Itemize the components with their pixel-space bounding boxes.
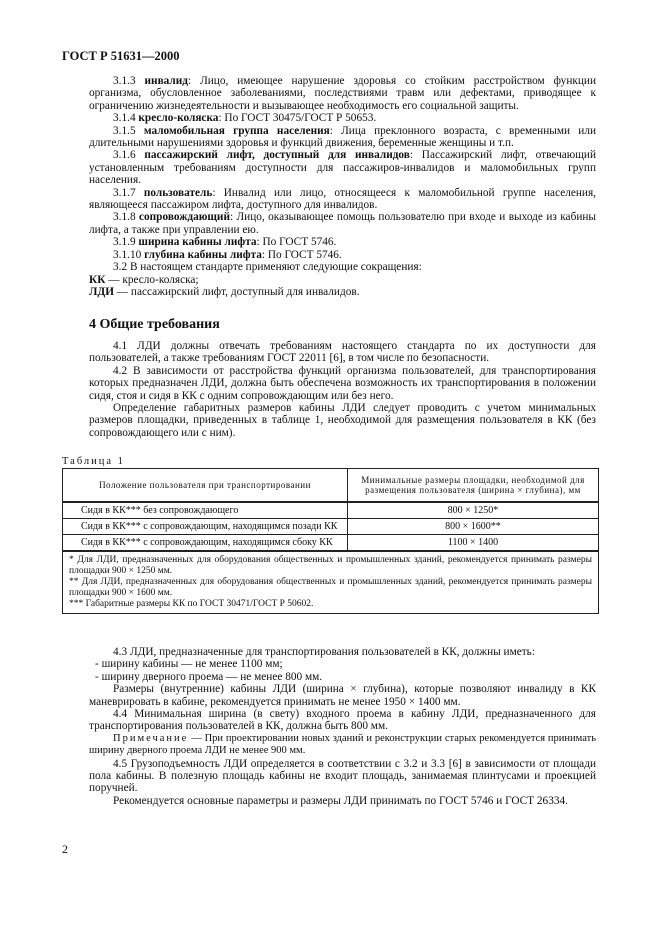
abbreviation-ldi: ЛДИ — пассажирский лифт, доступный для инвалидов. <box>89 285 360 298</box>
definition-3-1-4: 3.1.4 кресло-коляска: По ГОСТ 30475/ГОСТ Р 50653. <box>113 112 377 125</box>
table-note-1: * Для ЛДИ, предназначенных для оборудования общественных и промышленных зданий, рекомендуется принимать размеры площадки 900 × 1250 мм. <box>69 555 592 576</box>
paragraph-4-4: 4.4 Минимальная ширина (в свету) входного проема в кабину ЛДИ, предназначенного для транспортирования пользователей в КК, должна быть 800 мм. <box>89 708 596 733</box>
table-cell-position: Сидя в КК*** без сопровождающего <box>63 502 348 519</box>
table-header-row <box>63 469 599 503</box>
paragraph-4-6: Рекомендуется основные параметры и размеры ЛДИ принимать по ГОСТ 5746 и ГОСТ 26334. <box>113 794 568 807</box>
table-1 <box>62 468 599 614</box>
definition-3-1-5: 3.1.5 маломобильная группа населения: Лица преклонного возраста, с временными или длительными нарушениями здоровья и функций движения, беременные женщины и т.п. <box>89 124 596 150</box>
section-4-heading: 4 Общие требования <box>89 317 220 332</box>
table-caption: Таблица 1 <box>62 456 125 467</box>
abbreviation-kk: КК — кресло-коляска; <box>89 273 199 286</box>
table-notes-row <box>63 551 599 614</box>
table-header-position: Положение пользователя при транспортировании <box>63 469 348 503</box>
definition-3-1-3: 3.1.3 инвалид: Лицо, имеющее нарушение здоровья со стойким расстройством функции организма, обусловленное заболеваниями, последствиями травм или дефектами, приводящее к ограничению жизнедеятельности и вызывающее необходимость его социальной защиты. <box>89 75 597 112</box>
table-cell-size: 800 × 1600** <box>348 519 599 535</box>
abbreviations-intro: 3.2 В настоящем стандарте применяют следующие сокращения: <box>113 261 422 274</box>
table-notes <box>63 551 599 614</box>
table-note-2: ** Для ЛДИ, предназначенных для оборудования общественных и промышленных зданий, рекомендуется принимать размеры площадки 900 × 1600 мм. <box>69 577 592 598</box>
table-cell-position: Сидя в КК*** с сопровождающим, находящимся сбоку КК <box>63 535 348 552</box>
table-note-3: *** Габаритные размеры КК по ГОСТ 30471/ГОСТ Р 50602. <box>69 599 314 609</box>
section-4-body <box>89 340 596 439</box>
paragraph-4-1: 4.1 ЛДИ должны отвечать требованиям настоящего стандарта по их доступности для пользователей, а также требованиям ГОСТ 22011 [6], в том числе по безопасности. <box>89 340 596 365</box>
paragraph-4-3: 4.3 ЛДИ, предназначенные для транспортирования пользователей в КК, должны иметь: <box>113 646 535 658</box>
table-cell-size: 1100 × 1400 <box>348 535 599 552</box>
list-item-door-width: - ширину дверного проема — не менее 800 мм. <box>95 670 323 683</box>
paragraph-4-2: 4.2 В зависимости от расстройства функций организма пользователей, для транспортирования которых предназначен ЛДИ, должна быть обеспечена возможность их транспортирования в положении сидя, стоя и сидя в КК с одним сопровождающим или без него. <box>89 364 596 402</box>
document-header: ГОСТ Р 51631—2000 <box>62 49 180 63</box>
definition-3-1-9: 3.1.9 ширина кабины лифта: По ГОСТ 5746. <box>113 236 337 249</box>
paragraph-4-3-cont: Размеры (внутренние) кабины ЛДИ (ширина × глубина), которые позволяют инвалиду в КК маневрировать в кабине, рекомендуется принимать не менее 1950 × 1400 мм. <box>89 683 596 708</box>
definitions-block <box>89 75 596 298</box>
definition-3-1-7: 3.1.7 пользователь: Инвалид или лицо, относящееся к маломобильной группе населения, являющееся пассажиром лифта, доступного для инвалидов. <box>89 186 596 212</box>
table-row <box>63 535 599 552</box>
page-number: 2 <box>62 842 68 856</box>
definition-3-1-10: 3.1.10 глубина кабины лифта: По ГОСТ 5746. <box>113 248 342 261</box>
table-row <box>63 519 599 535</box>
note-4-4: Примечание — При проектировании новых зданий и реконструкции старых рекомендуется принимать ширину дверного проема ЛДИ не менее 900 мм. <box>89 732 596 757</box>
table-row <box>63 502 599 519</box>
paragraph-4-5: 4.5 Грузоподъемность ЛДИ определяется в соответствии с 3.2 и 3.3 [6] в зависимости от площади пола кабины. В полезную площадь кабины не входит площадь, занимаемая плинтусами и проекцией поручней. <box>89 757 596 795</box>
definition-3-1-6: 3.1.6 пассажирский лифт, доступный для инвалидов: Пассажирский лифт, отвечающий установленным требованиям доступности для пассажиров-инвалидов и маломобильных групп населения. <box>89 149 597 187</box>
list-item-cabin-width: - ширину кабины — не менее 1100 мм; <box>95 658 283 671</box>
table-cell-position: Сидя в КК*** с сопровождающим, находящимся позади КК <box>63 519 348 535</box>
paragraph-4-2-cont: Определение габаритных размеров кабины ЛДИ следует проводить с учетом минимальных размеров площадки, приведенных в таблице 1, необходимой для размещения пользователя в КК (без сопровождающего или с ним). <box>89 402 596 439</box>
table-cell-size: 800 × 1250* <box>348 502 599 519</box>
table-header-size: Минимальные размеры площадки, необходимой для размещения пользователя (ширина × глубина), мм <box>348 469 599 503</box>
definition-3-1-8: 3.1.8 сопровождающий: Лицо, оказывающее помощь пользователю при входе и выходе из кабины лифта, а также при управлении ею. <box>89 211 596 236</box>
section-4-continued <box>89 646 596 807</box>
